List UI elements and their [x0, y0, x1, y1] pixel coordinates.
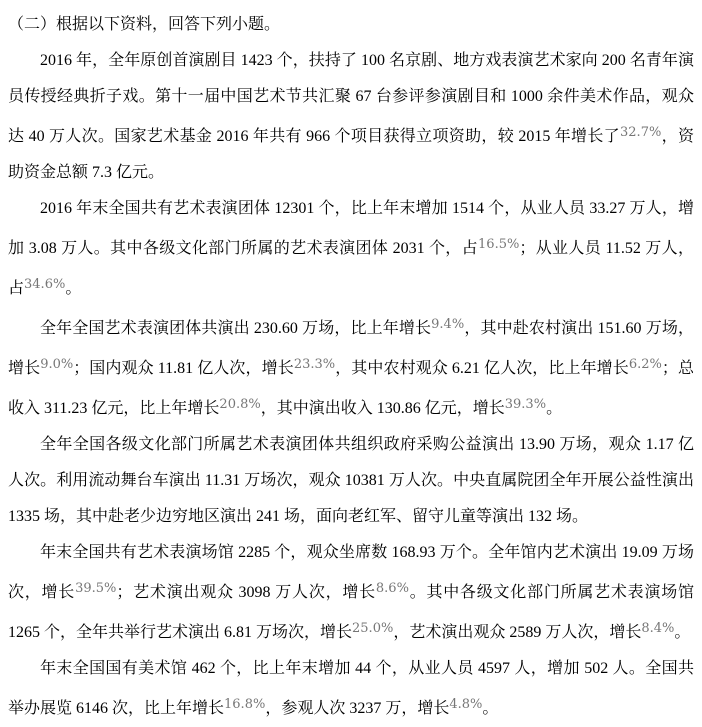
paragraph — [8, 191, 694, 307]
text-run: ，其中演出收入 130.86 亿元，增长 — [260, 400, 505, 417]
text-run: 年末全国国有美术馆 462 个，比上年末增加 44 个，从业人员 4597 人，增加 502 人。全国共举办展览 6146 次，比上年增长 — [8, 660, 694, 717]
paragraph — [8, 307, 694, 427]
text-run: ，艺术演出观众 2589 万人次，增长 — [393, 624, 642, 641]
percent-value: 34.6% — [24, 277, 66, 292]
text-run: 。其中各级文化部门所属艺术表演场馆 1265 个，全年共举行艺术演出 6.81 万场次，增长 — [8, 584, 694, 641]
percent-value: 8.6% — [375, 581, 409, 596]
percent-value: 6.2% — [628, 357, 662, 372]
percent-value: 20.8% — [219, 397, 261, 412]
paragraphs — [8, 43, 694, 727]
text-run: 。 — [65, 280, 82, 297]
paragraph — [8, 427, 694, 535]
percent-value: 16.5% — [478, 237, 520, 252]
percent-value: 32.7% — [620, 125, 662, 140]
paragraph — [8, 43, 694, 191]
percent-value: 16.8% — [224, 697, 266, 712]
text-run: 。 — [482, 700, 499, 717]
percent-value: 39.5% — [75, 581, 117, 596]
text-run: 年末全国共有艺术表演场馆 2285 个，观众坐席数 168.93 万个。全年馆内艺术演出 19.09 万场次，增长 — [8, 544, 694, 601]
paragraph — [8, 651, 694, 727]
percent-value: 9.4% — [431, 317, 465, 332]
text-run: ，其中农村观众 6.21 亿人次，比上年增长 — [335, 360, 629, 377]
percent-value: 4.8% — [449, 697, 483, 712]
text-run: 全年全国艺术表演团体共演出 230.60 万场，比上年增长 — [40, 320, 432, 337]
section-heading: （二）根据以下资料，回答下列小题。 — [8, 16, 281, 33]
percent-value: 39.3% — [504, 397, 547, 412]
text-run: 。 — [674, 624, 691, 641]
paragraph — [8, 535, 694, 651]
text-run: 2016 年，全年原创首演剧目 1423 个，扶持了 100 名京剧、地方戏表演艺术家向 200 名青年演员传授经典折子戏。第十一届中国艺术节共汇聚 67 台参评参演剧目和 1000 余件美术作品，观众达 40 万人次。国家艺术基金 2016 年共有 966 个项目获得立项资助，较 2015 年增长了 — [8, 52, 694, 145]
text-run: 2016 年末全国共有艺术表演团体 12301 个，比上年末增加 1514 个，从业人员 33.27 万人，增加 3.08 万人。其中各级文化部门所属的艺术表演团体 2031 个，占 — [8, 200, 694, 257]
percent-value: 8.4% — [641, 621, 675, 636]
text-run: ；艺术演出观众 3098 万人次，增长 — [116, 584, 376, 601]
percent-value: 25.0% — [352, 621, 394, 636]
text-run: 。 — [546, 400, 563, 417]
text-run: ，其中赴农村演出 151.60 万场，增长 — [8, 320, 694, 377]
text-run: ；从业人员 11.52 万人，占 — [8, 240, 694, 297]
text-run: 全年全国各级文化部门所属艺术表演团体共组织政府采购公益演出 13.90 万场，观众 1.17 亿人次。利用流动舞台车演出 11.31 万场次，观众 10381 万人次。中央直属院团全年开展公益性演出 1335 场，其中赴老少边穷地区演出 241 场，面向老红军、留守儿童等演出 132 场。 — [8, 436, 694, 525]
text-run: ；国内观众 11.81 亿人次，增长 — [73, 360, 294, 377]
text-run: ；总收入 311.23 亿元，比上年增长 — [8, 360, 694, 417]
text-run: ，参观人次 3237 万，增长 — [265, 700, 450, 717]
percent-value: 9.0% — [40, 357, 74, 372]
text-run: ，资助资金总额 7.3 亿元。 — [8, 128, 694, 181]
percent-value: 23.3% — [293, 357, 336, 372]
